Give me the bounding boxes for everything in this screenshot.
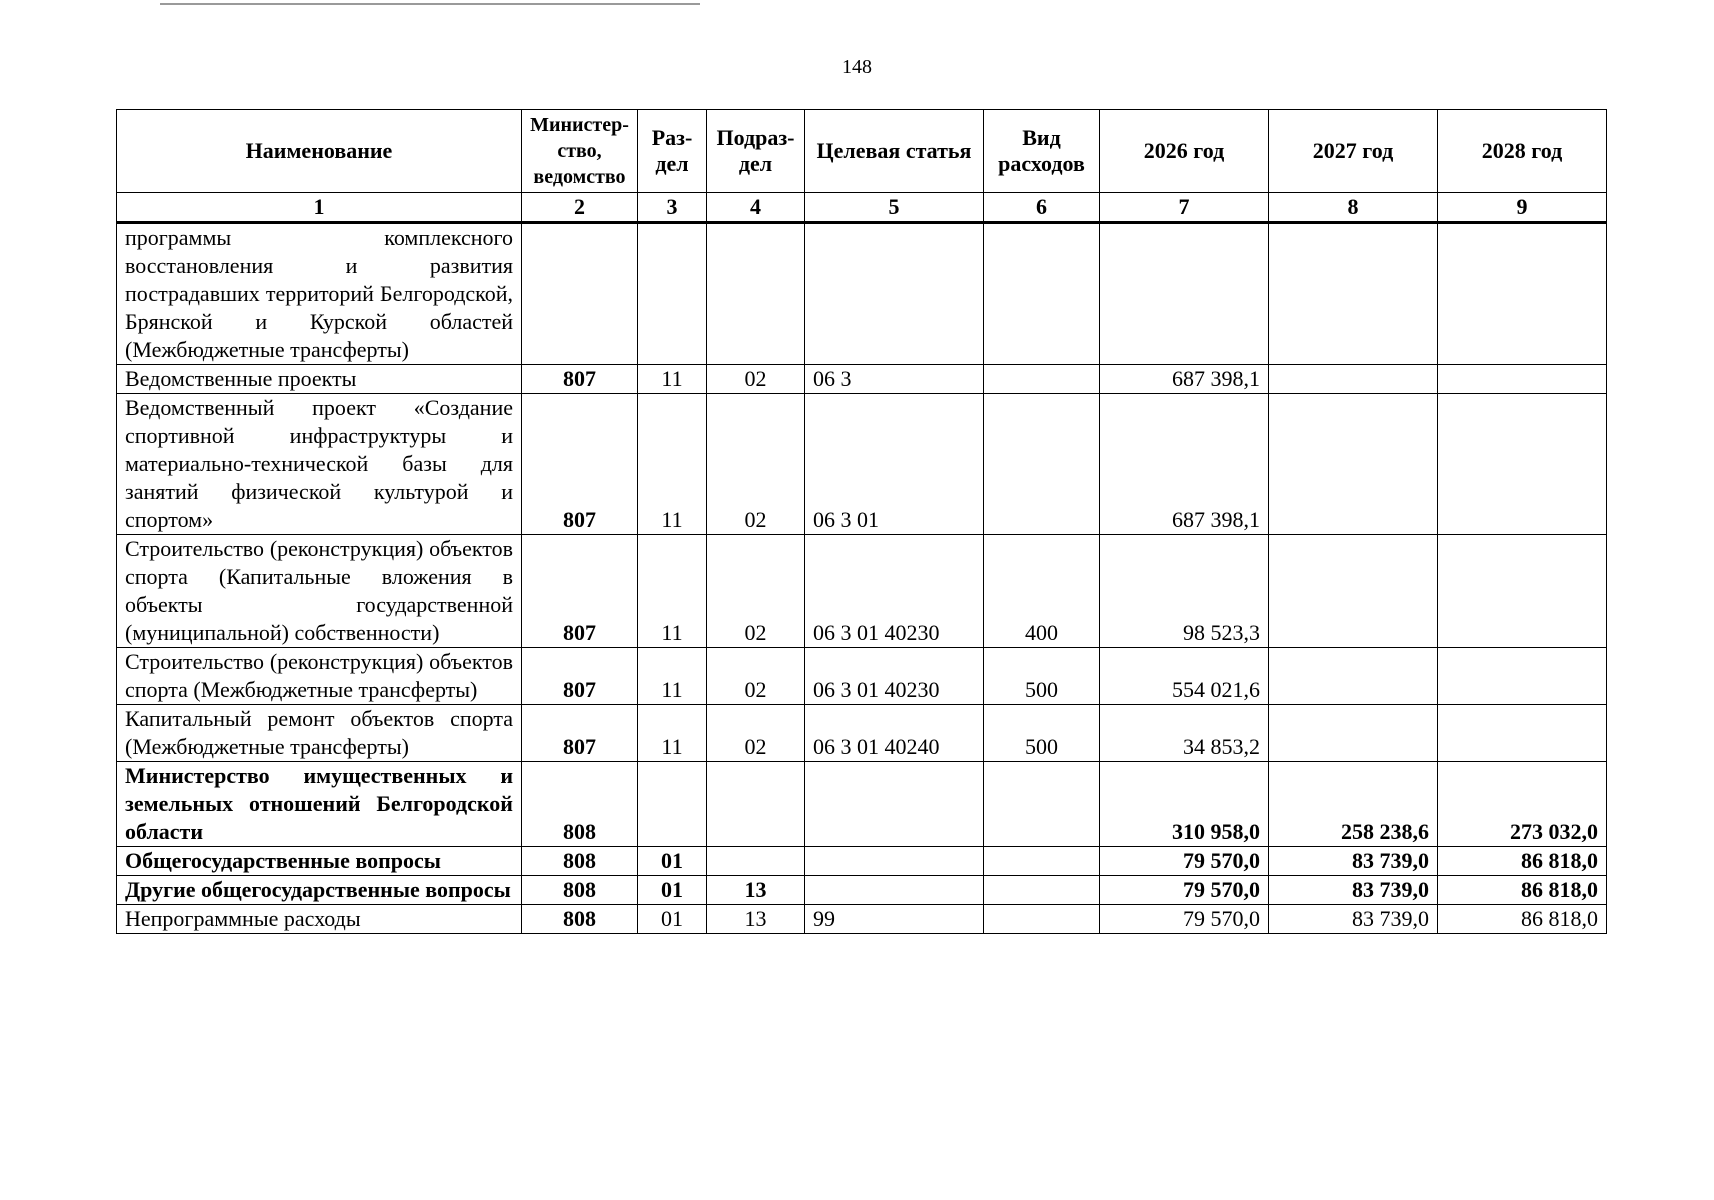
row-subsection xyxy=(707,847,805,876)
row-name: Другие общегосударственные вопросы xyxy=(117,876,522,905)
column-number: 2 xyxy=(522,193,638,223)
row-name: программы комплексного восстановления и развития пострадавших территорий Белгородской, Брянской и Курской областей (Межбюджетные трансферты) xyxy=(117,223,522,365)
row-ministry: 808 xyxy=(522,905,638,934)
row-name: Общегосударственные вопросы xyxy=(117,847,522,876)
row-2027 xyxy=(1269,365,1438,394)
header-number-row xyxy=(117,193,1607,223)
row-target xyxy=(805,223,984,365)
row-expense-type xyxy=(984,905,1100,934)
table-row xyxy=(117,705,1607,762)
row-name: Министерство имущественных и земельных отношений Белгородской области xyxy=(117,762,522,847)
row-section: 11 xyxy=(638,365,707,394)
row-target: 06 3 01 40230 xyxy=(805,648,984,705)
table-row xyxy=(117,394,1607,535)
row-subsection: 13 xyxy=(707,905,805,934)
table-row xyxy=(117,847,1607,876)
row-2026: 98 523,3 xyxy=(1100,535,1269,648)
row-2028 xyxy=(1438,365,1607,394)
row-section: 11 xyxy=(638,705,707,762)
row-expense-type: 400 xyxy=(984,535,1100,648)
row-2028 xyxy=(1438,705,1607,762)
row-2027: 83 739,0 xyxy=(1269,847,1438,876)
table-row xyxy=(117,535,1607,648)
row-subsection xyxy=(707,762,805,847)
row-expense-type xyxy=(984,876,1100,905)
row-section: 01 xyxy=(638,905,707,934)
header-2028: 2028 год xyxy=(1438,110,1607,193)
row-target: 99 xyxy=(805,905,984,934)
column-number: 8 xyxy=(1269,193,1438,223)
row-2026: 687 398,1 xyxy=(1100,365,1269,394)
row-2028: 86 818,0 xyxy=(1438,847,1607,876)
column-number: 3 xyxy=(638,193,707,223)
row-subsection xyxy=(707,223,805,365)
column-number: 6 xyxy=(984,193,1100,223)
column-number: 5 xyxy=(805,193,984,223)
row-2026: 34 853,2 xyxy=(1100,705,1269,762)
row-ministry: 807 xyxy=(522,394,638,535)
row-name: Непрограммные расходы xyxy=(117,905,522,934)
row-section: 11 xyxy=(638,648,707,705)
row-subsection: 13 xyxy=(707,876,805,905)
page-number: 148 xyxy=(842,56,872,78)
header-name: Наименование xyxy=(117,110,522,193)
row-2027: 83 739,0 xyxy=(1269,876,1438,905)
row-expense-type xyxy=(984,394,1100,535)
row-target: 06 3 xyxy=(805,365,984,394)
row-ministry: 808 xyxy=(522,762,638,847)
row-target xyxy=(805,762,984,847)
column-number: 7 xyxy=(1100,193,1269,223)
row-subsection: 02 xyxy=(707,648,805,705)
row-section xyxy=(638,223,707,365)
row-ministry: 808 xyxy=(522,847,638,876)
row-target xyxy=(805,847,984,876)
row-ministry: 807 xyxy=(522,705,638,762)
row-expense-type xyxy=(984,762,1100,847)
row-2028 xyxy=(1438,223,1607,365)
header-expense-type: Вид расходов xyxy=(984,110,1100,193)
header-ministry: Министер-ство, ведомство xyxy=(522,110,638,193)
row-2028: 273 032,0 xyxy=(1438,762,1607,847)
row-2027 xyxy=(1269,223,1438,365)
row-target: 06 3 01 40240 xyxy=(805,705,984,762)
table-row xyxy=(117,762,1607,847)
row-expense-type xyxy=(984,847,1100,876)
table-row xyxy=(117,648,1607,705)
row-name: Строительство (реконструкция) объектов спорта (Межбюджетные трансферты) xyxy=(117,648,522,705)
row-2028 xyxy=(1438,535,1607,648)
column-number: 1 xyxy=(117,193,522,223)
header-target: Целевая статья xyxy=(805,110,984,193)
row-2026: 79 570,0 xyxy=(1100,847,1269,876)
row-name: Строительство (реконструкция) объектов спорта (Капитальные вложения в объекты государственной (муниципальной) собственности) xyxy=(117,535,522,648)
row-2028 xyxy=(1438,648,1607,705)
header-section: Раз-дел xyxy=(638,110,707,193)
row-expense-type xyxy=(984,223,1100,365)
budget-table xyxy=(116,109,1607,934)
column-number: 4 xyxy=(707,193,805,223)
row-name: Капитальный ремонт объектов спорта (Межбюджетные трансферты) xyxy=(117,705,522,762)
row-section xyxy=(638,762,707,847)
row-2027: 258 238,6 xyxy=(1269,762,1438,847)
row-ministry: 807 xyxy=(522,648,638,705)
row-2028 xyxy=(1438,394,1607,535)
row-name: Ведомственный проект «Создание спортивной инфраструктуры и материально-технической базы для занятий физической культурой и спортом» xyxy=(117,394,522,535)
header-2027: 2027 год xyxy=(1269,110,1438,193)
row-subsection: 02 xyxy=(707,394,805,535)
row-expense-type: 500 xyxy=(984,705,1100,762)
header-row xyxy=(117,110,1607,193)
row-2027: 83 739,0 xyxy=(1269,905,1438,934)
row-2027 xyxy=(1269,394,1438,535)
row-2026: 79 570,0 xyxy=(1100,876,1269,905)
row-target: 06 3 01 xyxy=(805,394,984,535)
row-2026: 310 958,0 xyxy=(1100,762,1269,847)
row-2026: 554 021,6 xyxy=(1100,648,1269,705)
row-expense-type xyxy=(984,365,1100,394)
row-section: 11 xyxy=(638,394,707,535)
table-row xyxy=(117,905,1607,934)
row-2026: 79 570,0 xyxy=(1100,905,1269,934)
table-row xyxy=(117,876,1607,905)
row-expense-type: 500 xyxy=(984,648,1100,705)
table-row xyxy=(117,365,1607,394)
row-2027 xyxy=(1269,648,1438,705)
row-2027 xyxy=(1269,535,1438,648)
row-section: 01 xyxy=(638,876,707,905)
row-2027 xyxy=(1269,705,1438,762)
table-row xyxy=(117,223,1607,365)
top-rule xyxy=(160,3,700,5)
header-subsection: Подраз-дел xyxy=(707,110,805,193)
row-subsection: 02 xyxy=(707,365,805,394)
row-ministry: 807 xyxy=(522,535,638,648)
row-2026 xyxy=(1100,223,1269,365)
column-number: 9 xyxy=(1438,193,1607,223)
row-2028: 86 818,0 xyxy=(1438,905,1607,934)
row-ministry: 808 xyxy=(522,876,638,905)
row-subsection: 02 xyxy=(707,705,805,762)
row-name: Ведомственные проекты xyxy=(117,365,522,394)
row-section: 01 xyxy=(638,847,707,876)
row-subsection: 02 xyxy=(707,535,805,648)
row-ministry xyxy=(522,223,638,365)
row-2028: 86 818,0 xyxy=(1438,876,1607,905)
row-target: 06 3 01 40230 xyxy=(805,535,984,648)
row-2026: 687 398,1 xyxy=(1100,394,1269,535)
row-section: 11 xyxy=(638,535,707,648)
row-ministry: 807 xyxy=(522,365,638,394)
row-target xyxy=(805,876,984,905)
header-2026: 2026 год xyxy=(1100,110,1269,193)
